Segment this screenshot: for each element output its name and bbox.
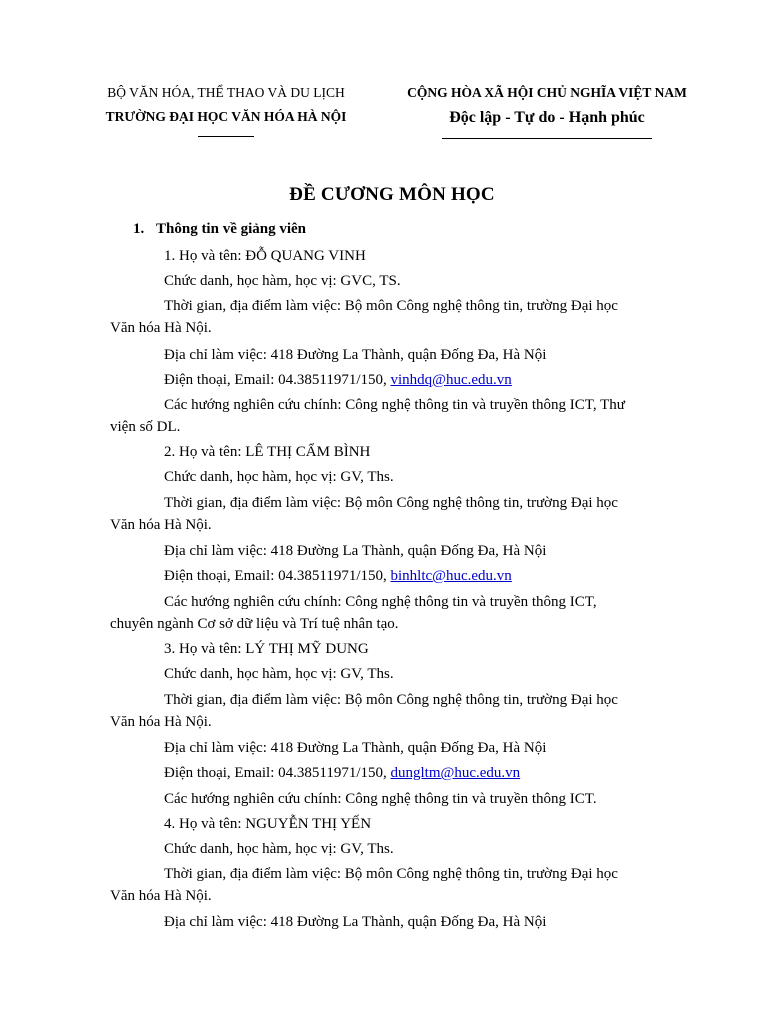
lecturer-2-name: 2. Họ và tên: LÊ THỊ CẨM BÌNH — [164, 444, 371, 460]
lecturer-1-workplace: Thời gian, địa điểm làm việc: Bộ môn Công nghệ thông tin, trường Đại học — [164, 298, 618, 314]
phone-label: Điện thoại, Email: 04.38511971/150, — [164, 568, 391, 584]
lecturer-4-title: Chức danh, học hàm, học vị: GV, Ths. — [164, 841, 394, 857]
lecturer-3-title: Chức danh, học hàm, học vị: GV, Ths. — [164, 666, 394, 682]
lecturer-3-workplace-cont: Văn hóa Hà Nội. — [110, 714, 212, 730]
lecturer-3-research: Các hướng nghiên cứu chính: Công nghệ thông tin và truyền thông ICT. — [164, 791, 597, 807]
national-header — [383, 84, 711, 139]
document-title: ĐỀ CƯƠNG MÔN HỌC — [289, 184, 495, 205]
phone-label: Điện thoại, Email: 04.38511971/150, — [164, 372, 391, 388]
lecturer-4-workplace-cont: Văn hóa Hà Nội. — [110, 888, 212, 904]
ministry-header — [86, 84, 366, 137]
national-motto: Độc lập - Tự do - Hạnh phúc — [449, 109, 645, 126]
lecturer-1-name: 1. Họ và tên: ĐỖ QUANG VINH — [164, 248, 366, 264]
lecturer-1-email-link[interactable]: vinhdq@huc.edu.vn — [390, 372, 512, 388]
ministry-divider — [198, 136, 254, 137]
ministry-name: BỘ VĂN HÓA, THỂ THAO VÀ DU LỊCH — [107, 85, 345, 100]
lecturer-1-title: Chức danh, học hàm, học vị: GVC, TS. — [164, 273, 401, 289]
lecturer-2-research-cont: chuyên ngành Cơ sở dữ liệu và Trí tuệ nhân tạo. — [110, 616, 399, 632]
motto-divider — [442, 138, 652, 139]
lecturer-1-address: Địa chỉ làm việc: 418 Đường La Thành, quận Đống Đa, Hà Nội — [164, 347, 547, 363]
lecturer-1-research: Các hướng nghiên cứu chính: Công nghệ thông tin và truyền thông ICT, Thư — [164, 397, 625, 413]
lecturer-3-address: Địa chỉ làm việc: 418 Đường La Thành, quận Đống Đa, Hà Nội — [164, 740, 547, 756]
lecturer-3-contact — [164, 763, 520, 783]
lecturer-4-name: 4. Họ và tên: NGUYỄN THỊ YẾN — [164, 816, 372, 832]
lecturer-4-address: Địa chỉ làm việc: 418 Đường La Thành, quận Đống Đa, Hà Nội — [164, 914, 547, 930]
phone-label: Điện thoại, Email: 04.38511971/150, — [164, 765, 391, 781]
lecturer-2-email-link[interactable]: binhltc@huc.edu.vn — [390, 568, 512, 584]
section-heading — [133, 221, 306, 238]
lecturer-2-workplace-cont: Văn hóa Hà Nội. — [110, 517, 212, 533]
lecturer-2-contact — [164, 566, 512, 586]
lecturer-3-workplace: Thời gian, địa điểm làm việc: Bộ môn Công nghệ thông tin, trường Đại học — [164, 692, 618, 708]
lecturer-1-research-cont: viện số DL. — [110, 419, 181, 435]
country-name: CỘNG HÒA XÃ HỘI CHỦ NGHĨA VIỆT NAM — [407, 85, 687, 100]
lecturer-3-name: 3. Họ và tên: LÝ THỊ MỸ DUNG — [164, 641, 369, 657]
lecturer-2-research: Các hướng nghiên cứu chính: Công nghệ thông tin và truyền thông ICT, — [164, 594, 597, 610]
lecturer-4-workplace: Thời gian, địa điểm làm việc: Bộ môn Công nghệ thông tin, trường Đại học — [164, 866, 618, 882]
lecturer-1-contact — [164, 370, 512, 390]
lecturer-2-title: Chức danh, học hàm, học vị: GV, Ths. — [164, 469, 394, 485]
lecturer-2-workplace: Thời gian, địa điểm làm việc: Bộ môn Công nghệ thông tin, trường Đại học — [164, 495, 618, 511]
lecturer-2-address: Địa chỉ làm việc: 418 Đường La Thành, quận Đống Đa, Hà Nội — [164, 543, 547, 559]
lecturer-3-email-link[interactable]: dungltm@huc.edu.vn — [390, 765, 521, 781]
section-number: 1. — [133, 221, 145, 237]
university-name: TRƯỜNG ĐẠI HỌC VĂN HÓA HÀ NỘI — [105, 109, 347, 124]
section-title: Thông tin về giảng viên — [156, 221, 307, 237]
lecturer-1-workplace-cont: Văn hóa Hà Nội. — [110, 320, 212, 336]
